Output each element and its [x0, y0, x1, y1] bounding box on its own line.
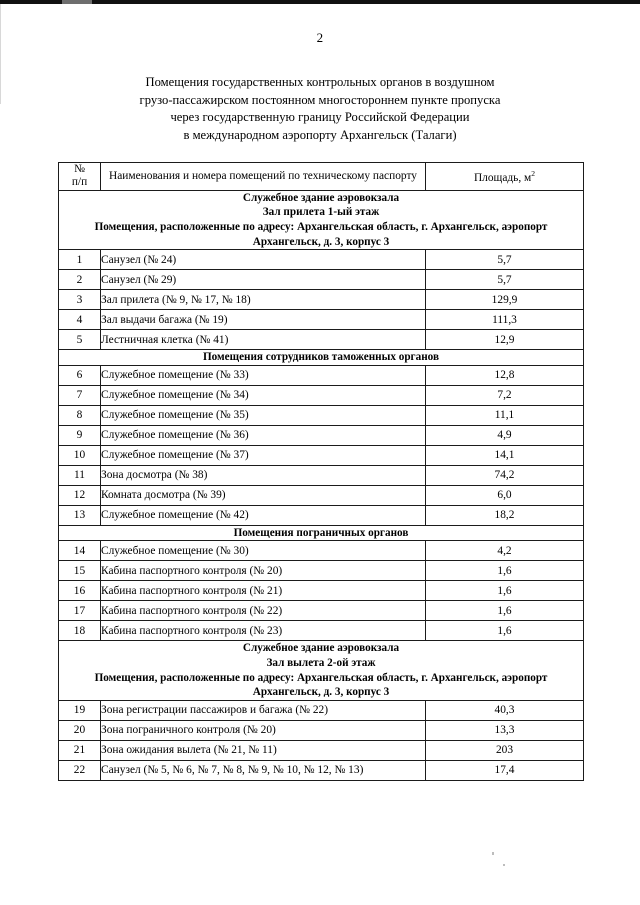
cell-area: 7,2 [426, 385, 584, 405]
cell-premises-name: Кабина паспортного контроля (№ 20) [101, 561, 426, 581]
cell-area: 1,6 [426, 601, 584, 621]
cell-number: 4 [59, 310, 101, 330]
cell-premises-name: Комната досмотра (№ 39) [101, 485, 426, 505]
section-header-line: Архангельск, д. 3, корпус 3 [252, 686, 390, 699]
cell-area: 11,1 [426, 405, 584, 425]
cell-premises-name: Санузел (№ 5, № 6, № 7, № 8, № 9, № 10, № 12, № 13) [101, 760, 426, 780]
table-head [59, 163, 584, 191]
cell-number: 19 [59, 700, 101, 720]
section-header-line: Зал вылета 2-ой этаж [266, 656, 376, 669]
table-row [59, 740, 584, 760]
section-header-row [59, 350, 584, 366]
section-header-row [59, 525, 584, 541]
cell-area: 203 [426, 740, 584, 760]
table-row [59, 290, 584, 310]
cell-premises-name: Кабина паспортного контроля (№ 21) [101, 581, 426, 601]
cell-area: 129,9 [426, 290, 584, 310]
section-border [59, 525, 584, 541]
column-header-area-superscript: 2 [531, 169, 536, 179]
table-row [59, 365, 584, 385]
cell-number: 6 [59, 365, 101, 385]
cell-premises-name: Лестничная клетка (№ 41) [101, 330, 426, 350]
title-line: в международном аэропорту Архангельск (Талаги) [183, 127, 457, 142]
cell-number: 22 [59, 760, 101, 780]
cell-area: 14,1 [426, 445, 584, 465]
cell-premises-name: Санузел (№ 24) [101, 250, 426, 270]
scan-speckle [492, 852, 494, 855]
cell-number: 9 [59, 425, 101, 445]
cell-number: 5 [59, 330, 101, 350]
cell-premises-name: Служебное помещение (№ 30) [101, 541, 426, 561]
title-line: Помещения государственных контрольных органов в воздушном [145, 75, 495, 89]
section-header-line: Служебное здание аэровокзала [242, 191, 400, 204]
cell-premises-name: Кабина паспортного контроля (№ 22) [101, 601, 426, 621]
cell-premises-name: Санузел (№ 29) [101, 270, 426, 290]
cell-number: 13 [59, 505, 101, 525]
table-row [59, 760, 584, 780]
table-row [59, 700, 584, 720]
cell-area: 4,2 [426, 541, 584, 561]
cell-number: 11 [59, 465, 101, 485]
cell-premises-name: Зал выдачи багажа (№ 19) [101, 310, 426, 330]
cell-number: 10 [59, 445, 101, 465]
cell-premises-name: Зал прилета (№ 9, № 17, № 18) [101, 290, 426, 310]
table-row [59, 720, 584, 740]
cell-number: 1 [59, 250, 101, 270]
cell-area: 5,7 [426, 250, 584, 270]
table-row [59, 465, 584, 485]
title-line: грузо-пассажирском постоянном многостороннем пункте пропуска [139, 92, 501, 107]
table-row [59, 425, 584, 445]
column-header-area [426, 163, 584, 191]
section-header-line: Помещения, расположенные по адресу: Архангельская область, г. Архангельск, аэропорт [94, 221, 548, 233]
cell-number: 12 [59, 485, 101, 505]
cell-number: 14 [59, 541, 101, 561]
cell-premises-name: Зона ожидания вылета (№ 21, № 11) [101, 740, 426, 760]
cell-area: 40,3 [426, 700, 584, 720]
cell-premises-name: Зона пограничного контроля (№ 20) [101, 720, 426, 740]
section-customs [59, 350, 584, 366]
cell-area: 1,6 [426, 581, 584, 601]
table-row [59, 405, 584, 425]
cell-area: 12,8 [426, 365, 584, 385]
cell-area: 12,9 [426, 330, 584, 350]
section-header-line: Помещения сотрудников таможенных органов [202, 351, 440, 364]
cell-premises-name: Зона досмотра (№ 38) [101, 465, 426, 485]
section-header-row [59, 190, 584, 249]
cell-area: 18,2 [426, 505, 584, 525]
table-row [59, 445, 584, 465]
premises-table [58, 162, 584, 781]
section-header-line: Помещения, расположенные по адресу: Архангельская область, г. Архангельск, аэропорт [94, 671, 548, 684]
table-row [59, 541, 584, 561]
cell-area: 13,3 [426, 720, 584, 740]
cell-premises-name: Служебное помещение (№ 37) [101, 445, 426, 465]
section-departure [59, 641, 584, 700]
column-header-number-line1: № [74, 163, 85, 175]
cell-number: 20 [59, 720, 101, 740]
cell-premises-name: Служебное помещение (№ 36) [101, 425, 426, 445]
cell-number: 7 [59, 385, 101, 405]
cell-area: 17,4 [426, 760, 584, 780]
cell-area: 1,6 [426, 621, 584, 641]
section-header-line: Помещения пограничных органов [233, 526, 409, 539]
section-header-line: Зал прилета 1-ый этаж [262, 206, 380, 219]
table-row [59, 561, 584, 581]
table-row [59, 310, 584, 330]
column-header-number [59, 163, 101, 191]
cell-area: 5,7 [426, 270, 584, 290]
table-row [59, 270, 584, 290]
scan-speckle [503, 864, 505, 866]
table-row [59, 330, 584, 350]
section-header-row [59, 641, 584, 700]
cell-number: 21 [59, 740, 101, 760]
cell-premises-name: Зона регистрации пассажиров и багажа (№ 22) [101, 700, 426, 720]
table-row [59, 385, 584, 405]
cell-number: 17 [59, 601, 101, 621]
table-body [59, 190, 584, 780]
document-title [70, 74, 570, 144]
column-header-area-label: Площадь, м [473, 172, 532, 185]
cell-area: 6,0 [426, 485, 584, 505]
cell-number: 15 [59, 561, 101, 581]
cell-number: 18 [59, 621, 101, 641]
table-row [59, 581, 584, 601]
cell-number: 2 [59, 270, 101, 290]
cell-premises-name: Служебное помещение (№ 42) [101, 505, 426, 525]
section-header-line: Архангельск, д. 3, корпус 3 [252, 235, 390, 248]
table-row [59, 505, 584, 525]
page-number: 2 [316, 30, 324, 45]
cell-premises-name: Служебное помещение (№ 33) [101, 365, 426, 385]
cell-premises-name: Служебное помещение (№ 35) [101, 405, 426, 425]
cell-area: 1,6 [426, 561, 584, 581]
table-header-row [59, 163, 584, 191]
section-arrival [59, 190, 584, 249]
cell-premises-name: Кабина паспортного контроля (№ 23) [101, 621, 426, 641]
column-header-number-line2: п/п [71, 176, 88, 189]
cell-premises-name: Служебное помещение (№ 34) [101, 385, 426, 405]
section-header-line: Служебное здание аэровокзала [242, 642, 400, 655]
title-line: через государственную границу Российской Федерации [170, 110, 470, 125]
cell-area: 4,9 [426, 425, 584, 445]
cell-area: 74,2 [426, 465, 584, 485]
table-row [59, 621, 584, 641]
table-row [59, 601, 584, 621]
table-row [59, 250, 584, 270]
premises-table-wrapper [58, 162, 583, 781]
table-row [59, 485, 584, 505]
cell-area: 111,3 [426, 310, 584, 330]
column-header-name: Наименования и номера помещений по техническому паспорту [101, 163, 426, 191]
cell-number: 8 [59, 405, 101, 425]
cell-number: 16 [59, 581, 101, 601]
cell-number: 3 [59, 290, 101, 310]
